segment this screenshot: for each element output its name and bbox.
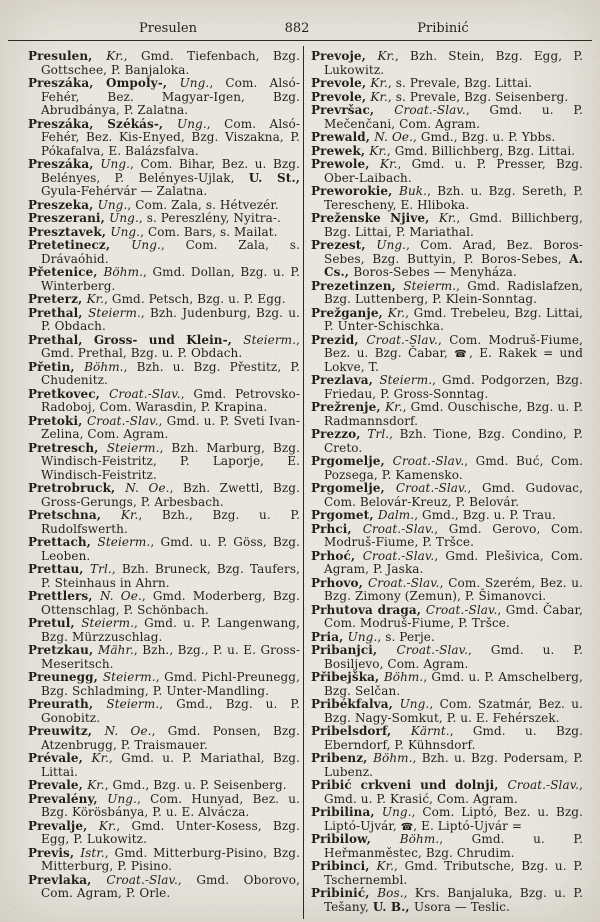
- entry-name: U. B.,: [372, 899, 414, 914]
- entry-text: , Gmd., Bzg. u. P. Gonobitz.: [41, 697, 300, 725]
- entry-name: Previs,: [28, 845, 81, 860]
- entry-name: Pretresch,: [28, 440, 107, 455]
- gazetteer-entry: [28, 590, 300, 617]
- entry-text: , Bzh. Tione, Bzg. Condino, P. Creto.: [324, 427, 583, 455]
- region-abbrev: Croat.-Slav.: [368, 575, 440, 590]
- region-abbrev: N. Oe.: [99, 589, 142, 603]
- entry-text: , Bzh. u. Bzg. Sereth, P. Terescheny, E. Hliboka.: [324, 184, 583, 212]
- entry-text: , Bzh., Bzg. u. P. Rudolfswerth.: [41, 508, 300, 536]
- gazetteer-entry: [28, 388, 300, 415]
- entry-name: Pribić crkveni und dolnji,: [311, 778, 508, 792]
- entry-name: Pretrobruck,: [28, 481, 126, 495]
- entry-name: Presztavek,: [28, 224, 111, 239]
- entry-name: Prezzo,: [311, 427, 368, 441]
- entry-text: , Gmd. Tiefenbach, Bzg. Gottschee, P. Banjaloka.: [41, 50, 300, 77]
- entry-text: , Com. Modruš-Fiume, Bez. u. Bzg. Čabar,: [324, 332, 583, 360]
- region-abbrev: Steierm.: [106, 697, 160, 711]
- gazetteer-entry: [311, 374, 583, 401]
- entry-name: Pribelsdorf,: [311, 724, 411, 738]
- entry-text: , Gmd. Ouschische, Bzg. u. P. Radmannsdorf.: [324, 400, 583, 428]
- entry-text: , Gmd. u. Bzg. Eberndorf, P. Kühnsdorf.: [324, 724, 583, 752]
- region-abbrev: Croat.-Slav.: [392, 454, 465, 468]
- entry-text: , Gmd. Prethal, Bzg. u. P. Obdach.: [41, 332, 300, 360]
- gazetteer-entry: [28, 361, 300, 388]
- gazetteer-entry: [28, 199, 300, 213]
- gazetteer-entry: [311, 158, 583, 185]
- entry-name: Prhovo,: [311, 575, 369, 590]
- gazetteer-entry: [311, 860, 583, 887]
- region-abbrev: Steierm.: [243, 332, 297, 347]
- region-abbrev: Kr.: [370, 76, 388, 90]
- entry-name: Preženske Njive,: [311, 211, 439, 225]
- region-abbrev: Istr.: [80, 845, 105, 860]
- entry-text: , Gmd. Pichl-Preunegg, Bzg. Schladming, P. Unter-Mandling.: [41, 670, 300, 698]
- entry-text: , Com. Szatmár, Bez. u. Bzg. Nagy-Somkut, P. u. E. Fehérszek.: [324, 697, 583, 725]
- region-abbrev: Buk.: [399, 184, 428, 198]
- entry-text: , Gmd. Ponsen, Bzg. Atzenbrugg, P. Traismauer.: [41, 724, 300, 752]
- header-left-keyword: Presulen: [139, 21, 197, 36]
- entry-name: Přetenice,: [28, 265, 104, 279]
- region-abbrev: Kr.: [91, 751, 110, 765]
- gazetteer-entry: [28, 725, 300, 752]
- region-abbrev: Croat.-Slav.: [395, 481, 468, 495]
- entry-text: , Gmd., Bzg. u. P. Seisenberg.: [104, 778, 287, 792]
- posthorn-icon: ☎: [454, 349, 470, 360]
- entry-name: Prevoje,: [311, 50, 378, 63]
- entry-text: , Gmd. Oborovo, Com. Agram, P. Orle.: [41, 872, 300, 900]
- region-abbrev: Bos.: [377, 886, 404, 900]
- gazetteer-entry: [28, 698, 300, 725]
- gazetteer-entry: [28, 118, 300, 159]
- gazetteer-entry: [311, 428, 583, 455]
- entry-name: Pribilina,: [311, 805, 382, 819]
- entry-text: , Gmd. u. P. Mariathal, Bzg. Littai.: [41, 751, 300, 779]
- entry-text: , Bzh. Bruneck, Bzg. Taufers, P. Steinhaus in Ahrn.: [41, 562, 300, 590]
- entry-name: Preszáka, Ompoly-,: [28, 76, 180, 90]
- gazetteer-entry: [311, 644, 583, 671]
- column-divider: [303, 46, 304, 919]
- entry-text: , Gmd. Mitterburg-Pisino, Bzg. Mitterburg, P. Pisino.: [41, 845, 300, 873]
- region-abbrev: Croat.-Slav.: [396, 643, 469, 657]
- entry-text: , E. Rakek = und Lokve, T.: [324, 346, 583, 374]
- left-column: [28, 50, 300, 916]
- entry-name: Pretzkau,: [28, 643, 99, 657]
- gazetteer-entry: [28, 77, 300, 118]
- region-abbrev: Croat.-Slav.: [425, 602, 498, 617]
- entry-text: , Gmd. u. P. Krasić, Com. Agram.: [324, 778, 583, 806]
- gazetteer-entry: [311, 698, 583, 725]
- gazetteer-entry: [311, 455, 583, 482]
- entry-text: , Com. Arad, Bez. Boros-Sebes, Bzg. Buttyin, P. Boros-Sebes,: [324, 238, 583, 266]
- region-abbrev: Kr.: [380, 157, 398, 171]
- region-abbrev: Ung.: [131, 238, 161, 252]
- region-abbrev: Croat.-Slav.: [362, 521, 435, 536]
- entry-text: , Gmd. Unter-Kosess, Bzg. Egg, P. Lukowitz.: [41, 818, 300, 846]
- gazetteer-entry: [311, 482, 583, 509]
- region-abbrev: Trl.: [367, 427, 390, 441]
- gazetteer-entry: [311, 334, 583, 375]
- gazetteer-entry: [28, 226, 300, 240]
- region-abbrev: Kr.: [120, 508, 139, 522]
- entry-text: Usora — Teslic.: [413, 899, 511, 914]
- page-number: 882: [284, 21, 310, 36]
- region-abbrev: Kr.: [86, 292, 105, 306]
- entry-name: Pribinić,: [311, 886, 378, 900]
- gazetteer-entry: [311, 523, 583, 550]
- gazetteer-entry: [311, 77, 583, 91]
- entry-name: Preszeka,: [28, 197, 98, 212]
- region-abbrev: Croat.-Slav.: [109, 386, 181, 401]
- region-abbrev: Kr.: [438, 211, 457, 225]
- entry-name: Prettau,: [28, 562, 91, 576]
- entry-text: Boros-Sebes — Menyháza.: [353, 265, 517, 279]
- entry-text: , Gmd. Gerovo, Com. Modruš-Fiume, P. Tršce.: [324, 521, 583, 549]
- gazetteer-entry: [311, 887, 583, 914]
- region-abbrev: Böhm.: [84, 359, 124, 374]
- entry-text: , Gmd. Podgorzen, Bzg. Friedau, P. Gross-Sonntag.: [324, 373, 583, 401]
- entry-name: Prhci,: [311, 521, 363, 536]
- region-abbrev: Kr.: [87, 778, 105, 792]
- entry-text: , Gmd. u. P. Göss, Bzg. Leoben.: [41, 535, 300, 563]
- region-abbrev: Böhm.: [383, 670, 424, 684]
- entry-text: , Com. Bihar, Bez. u. Bzg. Belényes, P. Belényes-Ujlak,: [41, 157, 300, 185]
- gazetteer-entry: [28, 671, 300, 698]
- entry-name: Prevršac,: [311, 103, 395, 117]
- entry-name: Pretetinecz,: [28, 238, 132, 252]
- gazetteer-entry: [311, 631, 583, 645]
- gazetteer-entry: [311, 806, 583, 833]
- entry-name: Prezetinzen,: [311, 278, 404, 293]
- region-abbrev: Croat.-Slav.: [394, 103, 466, 117]
- entry-text: , Com. Bars, s. Mailat.: [140, 224, 278, 239]
- gazetteer-entry: [28, 563, 300, 590]
- entry-name: Preszáka, Székás-,: [28, 116, 178, 131]
- gazetteer-entry: [28, 752, 300, 779]
- region-abbrev: Ung.: [381, 805, 412, 819]
- gazetteer-entry: [311, 401, 583, 428]
- entry-text: , Bzh. u. Bzg. Přestitz, P. Chudenitz.: [41, 359, 300, 387]
- entry-name: Pribékfalva,: [311, 697, 400, 711]
- entry-name: Pretkovec,: [28, 386, 110, 401]
- region-abbrev: N. Oe.: [125, 481, 170, 495]
- entry-name: Prevole,: [311, 89, 371, 104]
- entry-text: , Gmd. Buć, Com. Pozsega, P. Kamensko.: [324, 454, 583, 482]
- gazetteer-entry: [28, 820, 300, 847]
- region-abbrev: Mähr.: [98, 643, 134, 657]
- gazetteer-entry: [28, 874, 300, 901]
- gazetteer-entry: [28, 644, 300, 671]
- entry-name: Prevalje,: [28, 818, 99, 833]
- gazetteer-entry: [311, 779, 583, 806]
- entry-name: Prettach,: [28, 535, 98, 549]
- gazetteer-entry: [28, 847, 300, 874]
- gazetteer-entry: [311, 145, 583, 159]
- region-abbrev: Steierm.: [379, 373, 433, 387]
- gazetteer-entry: [311, 509, 583, 523]
- region-abbrev: Trl.: [90, 562, 112, 576]
- entry-text: , Gmd. u. P. Heřmanměstec, Bzg. Chrudim.: [324, 832, 583, 860]
- entry-name: Prevalény,: [28, 791, 108, 806]
- region-abbrev: Ung.: [177, 116, 207, 131]
- region-abbrev: Ung.: [97, 197, 128, 212]
- gazetteer-entry: [311, 550, 583, 577]
- entry-name: Prewald,: [311, 130, 375, 144]
- gazetteer-entry: [28, 293, 300, 307]
- gazetteer-entry: [311, 604, 583, 631]
- entry-name: Pribenz,: [311, 751, 374, 765]
- gazetteer-entry: [311, 833, 583, 860]
- entry-name: Prettlers,: [28, 589, 100, 603]
- region-abbrev: Ung.: [109, 211, 139, 225]
- gazetteer-entry: [311, 577, 583, 604]
- entry-text: , Com. Zala, s. Hétvezér.: [127, 197, 279, 212]
- entry-name: Prezest,: [311, 238, 377, 252]
- entry-name: Pretschna,: [28, 508, 121, 522]
- entry-name: Prhoć,: [311, 548, 363, 563]
- entry-text: , Gmd. Radislafzen, Bzg. Luttenberg, P. Klein-Sonntag.: [324, 278, 583, 306]
- entry-name: Prewole,: [311, 157, 381, 171]
- entry-name: Preuwitz,: [28, 724, 105, 738]
- gazetteer-entry: [28, 536, 300, 563]
- gazetteer-entry: [28, 442, 300, 483]
- entry-name: Preworokie,: [311, 184, 400, 198]
- entry-text: , Gmd. Petrovsko-Radoboj, Com. Warasdin, P. Krapina.: [41, 386, 300, 414]
- region-abbrev: Kr.: [98, 818, 117, 833]
- entry-text: , Com. Alsó-Fehér, Bez. Magyar-Igen, Bzg. Abrudbánya, P. Zalatna.: [41, 76, 300, 117]
- region-abbrev: Steierm.: [88, 305, 141, 320]
- entry-name: Prezlava,: [311, 373, 380, 387]
- entry-text: , Gmd. u. P. Bosiljevo, Com. Agram.: [324, 643, 583, 671]
- header-rule: [8, 40, 592, 41]
- gazetteer-entry: [28, 482, 300, 509]
- region-abbrev: Croat.-Slav.: [507, 778, 580, 792]
- region-abbrev: Ung.: [399, 697, 430, 711]
- region-abbrev: Ung.: [107, 791, 137, 806]
- entry-name: Prevlaka,: [28, 872, 107, 887]
- entry-name: Pribinci,: [311, 859, 377, 873]
- region-abbrev: Kr.: [369, 143, 387, 158]
- region-abbrev: Steierm.: [97, 535, 151, 549]
- entry-text: , Gmd. u. P. Presser, Bzg. Ober-Laibach.: [324, 157, 583, 185]
- entry-text: , Com. Hunyad, Bez. u. Bzg. Körösbánya, P. u. E. Alvácza.: [41, 791, 300, 819]
- region-abbrev: N. Oe.: [374, 130, 414, 144]
- entry-name: Pretul,: [28, 616, 82, 630]
- region-abbrev: Ung.: [100, 157, 131, 171]
- entry-text: , s. Prevale, Bzg. Seisenberg.: [387, 89, 569, 104]
- entry-name: Přetin,: [28, 359, 85, 374]
- entry-name: Preunegg,: [28, 670, 103, 684]
- entry-text: , Com. Alsó-Fehér, Bez. Kis-Enyed, Bzg. Viszakna, P. Pókafalva, E. Balázsfalva.: [41, 116, 300, 158]
- gazetteer-entry: [311, 185, 583, 212]
- entry-name: Prgomet,: [311, 508, 378, 522]
- entry-name: Preurath,: [28, 697, 107, 711]
- region-abbrev: Kr.: [377, 50, 395, 63]
- entry-name: Preterz,: [28, 292, 87, 306]
- region-abbrev: Kr.: [385, 400, 403, 414]
- entry-text: , Gmd. Petsch, Bzg. u. P. Egg.: [104, 292, 286, 306]
- entry-name: Prewek,: [311, 143, 370, 158]
- gazetteer-entry: [311, 671, 583, 698]
- region-abbrev: Dalm.: [377, 508, 415, 522]
- region-abbrev: Ung.: [376, 238, 407, 252]
- entry-text: , Gmd., Bzg. u. P. Trau.: [414, 508, 556, 522]
- entry-text: , Bzh. u. Bzg. Podersam, P. Lubenz.: [324, 751, 583, 779]
- entry-text: , Gmd. u. P. Amschelberg, Bzg. Selčan.: [324, 670, 583, 698]
- region-abbrev: Ung.: [110, 224, 141, 239]
- gazetteer-entry: [311, 239, 583, 280]
- entry-name: Prethal,: [28, 305, 89, 320]
- gazetteer-entry: [311, 212, 583, 239]
- entry-name: Presulen,: [28, 50, 107, 63]
- entry-text: , Krs. Banjaluka, Bzg. u. P. Tešany,: [324, 886, 583, 914]
- entry-name: Pria,: [311, 629, 348, 644]
- entry-name: Pribanjci,: [311, 643, 397, 657]
- entry-text: , Gmd. Čabar, Com. Modruš-Fiume, P. Tršce.: [324, 602, 583, 630]
- posthorn-icon: ☎: [400, 821, 414, 833]
- gazetteer-entry: [311, 104, 583, 131]
- entry-text: , Bzh. Marburg, Bzg. Windisch-Feistritz, P. Laporje, E. Windisch-Feistritz.: [41, 440, 300, 482]
- entry-text: , Gmd. Billichberg, Bzg. Littai, P. Mariathal.: [324, 211, 583, 239]
- region-abbrev: Croat.-Slav.: [106, 872, 178, 887]
- region-abbrev: Kr.: [370, 89, 388, 104]
- entry-text: Gyula-Fehérvár — Zalatna.: [41, 184, 208, 198]
- gazetteer-entry: [311, 131, 583, 145]
- entry-name: Prevale,: [28, 778, 88, 792]
- entry-text: , Gmd. u. P. Langenwang, Bzg. Mürzzuschlag.: [41, 616, 300, 644]
- region-abbrev: Kr.: [376, 859, 395, 873]
- entry-text: , Bzh. Zwettl, Bzg. Gross-Gerungs, P. Arbesbach.: [41, 481, 300, 509]
- gazetteer-entry: [311, 91, 583, 105]
- right-column: [311, 50, 583, 916]
- entry-text: , s. Pereszlény, Nyitra-.: [138, 211, 281, 225]
- gazetteer-entry: [28, 334, 300, 361]
- entry-name: Prgomelje,: [311, 454, 393, 468]
- entry-name: Prežrenje,: [311, 400, 386, 414]
- entry-text: , Gmd. Tributsche, Bzg. u. P. Tschernembl.: [324, 859, 583, 887]
- gazetteer-entry: [311, 752, 583, 779]
- entry-name: Pretoki,: [28, 413, 87, 428]
- entry-name: Prgomelje,: [311, 481, 396, 495]
- region-abbrev: Steierm.: [102, 670, 156, 684]
- entry-name: Preszáka,: [28, 157, 101, 171]
- region-abbrev: Steierm.: [106, 440, 160, 455]
- region-abbrev: Kr.: [387, 305, 406, 320]
- gazetteer-entry: [28, 158, 300, 199]
- gazetteer-entry: [28, 779, 300, 793]
- gazetteer-entry: [28, 50, 300, 77]
- region-abbrev: Böhm.: [399, 832, 440, 846]
- entry-text: , Gmd., Bzg. u. P. Ybbs.: [413, 130, 556, 144]
- entry-name: Pribilow,: [311, 832, 400, 846]
- region-abbrev: Ung.: [347, 629, 378, 644]
- entry-name: Přibejška,: [311, 670, 384, 684]
- region-abbrev: Kärnt.: [410, 724, 450, 738]
- entry-text: , Bzh. Judenburg, Bzg. u. P. Obdach.: [41, 305, 300, 333]
- entry-name: Prevole,: [311, 76, 371, 90]
- gazetteer-entry: [28, 793, 300, 820]
- entry-text: , Com. Liptó, Bez. u. Bzg. Liptó-Ujvár,: [324, 805, 583, 833]
- entry-text: , Bzh. Stein, Bzg. Egg, P. Lukowitz.: [324, 50, 583, 77]
- gazetteer-entry: [28, 266, 300, 293]
- region-abbrev: N. Oe.: [104, 724, 152, 738]
- entry-name: A. Cs.,: [324, 251, 583, 279]
- gazetteer-entry: [311, 307, 583, 334]
- entry-name: Prezid,: [311, 332, 367, 347]
- entry-text: , Gmd. u. P. Mečenčani, Com. Agram.: [324, 103, 583, 131]
- region-abbrev: Kr.: [106, 50, 124, 63]
- entry-text: , s. Perje.: [377, 629, 435, 644]
- entry-text: , s. Prevale, Bzg. Littai.: [387, 76, 533, 90]
- region-abbrev: Böhm.: [373, 751, 413, 765]
- gazetteer-entry: [28, 307, 300, 334]
- gazetteer-entry: [311, 725, 583, 752]
- entry-name: Prhutova draga,: [311, 602, 426, 617]
- entry-text: , E. Liptó-Ujvár =: [413, 818, 523, 833]
- entry-name: Prévale,: [28, 751, 92, 765]
- entry-text: , Gmd. Gudovac, Com. Belovár-Kreuz, P. Belovár.: [324, 481, 583, 509]
- entry-name: U. St.,: [248, 170, 300, 185]
- region-abbrev: Steierm.: [81, 616, 135, 630]
- header-right-keyword: Pribinić: [417, 21, 469, 36]
- gazetteer-entry: [311, 280, 583, 307]
- gazetteer-entry: [28, 239, 300, 266]
- entry-text: , Gmd. u. P. Sveti Ivan-Zelina, Com. Agram.: [41, 413, 300, 441]
- gazetteer-entry: [311, 50, 583, 77]
- gazetteer-entry: [28, 212, 300, 226]
- region-abbrev: Böhm.: [103, 265, 143, 279]
- page-header: [0, 21, 600, 39]
- entry-text: , Gmd. Billichberg, Bzg. Littai.: [386, 143, 576, 158]
- region-abbrev: Croat.-Slav.: [362, 548, 435, 563]
- entry-name: Prethal, Gross- und Klein-,: [28, 332, 244, 347]
- region-abbrev: Croat.-Slav.: [86, 413, 159, 428]
- entry-text: , Com. Szerém, Bez. u. Bzg. Zimony (Zemun), P. Šimanovci.: [324, 575, 583, 603]
- entry-text: , Gmd. Moderberg, Bzg. Ottenschlag, P. Schönbach.: [41, 589, 300, 617]
- entry-text: , Gmd. Dollan, Bzg. u. P. Winterberg.: [41, 265, 300, 293]
- entry-name: Preszerani,: [28, 211, 110, 225]
- region-abbrev: Steierm.: [403, 278, 457, 293]
- gazetteer-entry: [28, 617, 300, 644]
- gazetteer-entry: [28, 415, 300, 442]
- entry-text: , Gmd. Plešivica, Com. Agram, P. Jaska.: [324, 548, 583, 576]
- entry-text: , Com. Zala, s. Drávaóhid.: [41, 238, 300, 266]
- region-abbrev: Ung.: [179, 76, 210, 90]
- entry-name: Prežganje,: [311, 305, 388, 320]
- gazetteer-entry: [28, 509, 300, 536]
- entry-text: , Bzh., Bzg., P. u. E. Gross-Meseritsch.: [41, 643, 300, 671]
- region-abbrev: Croat.-Slav.: [366, 332, 438, 347]
- entry-text: , Gmd. Trebeleu, Bzg. Littai, P. Unter-Schischka.: [324, 305, 583, 333]
